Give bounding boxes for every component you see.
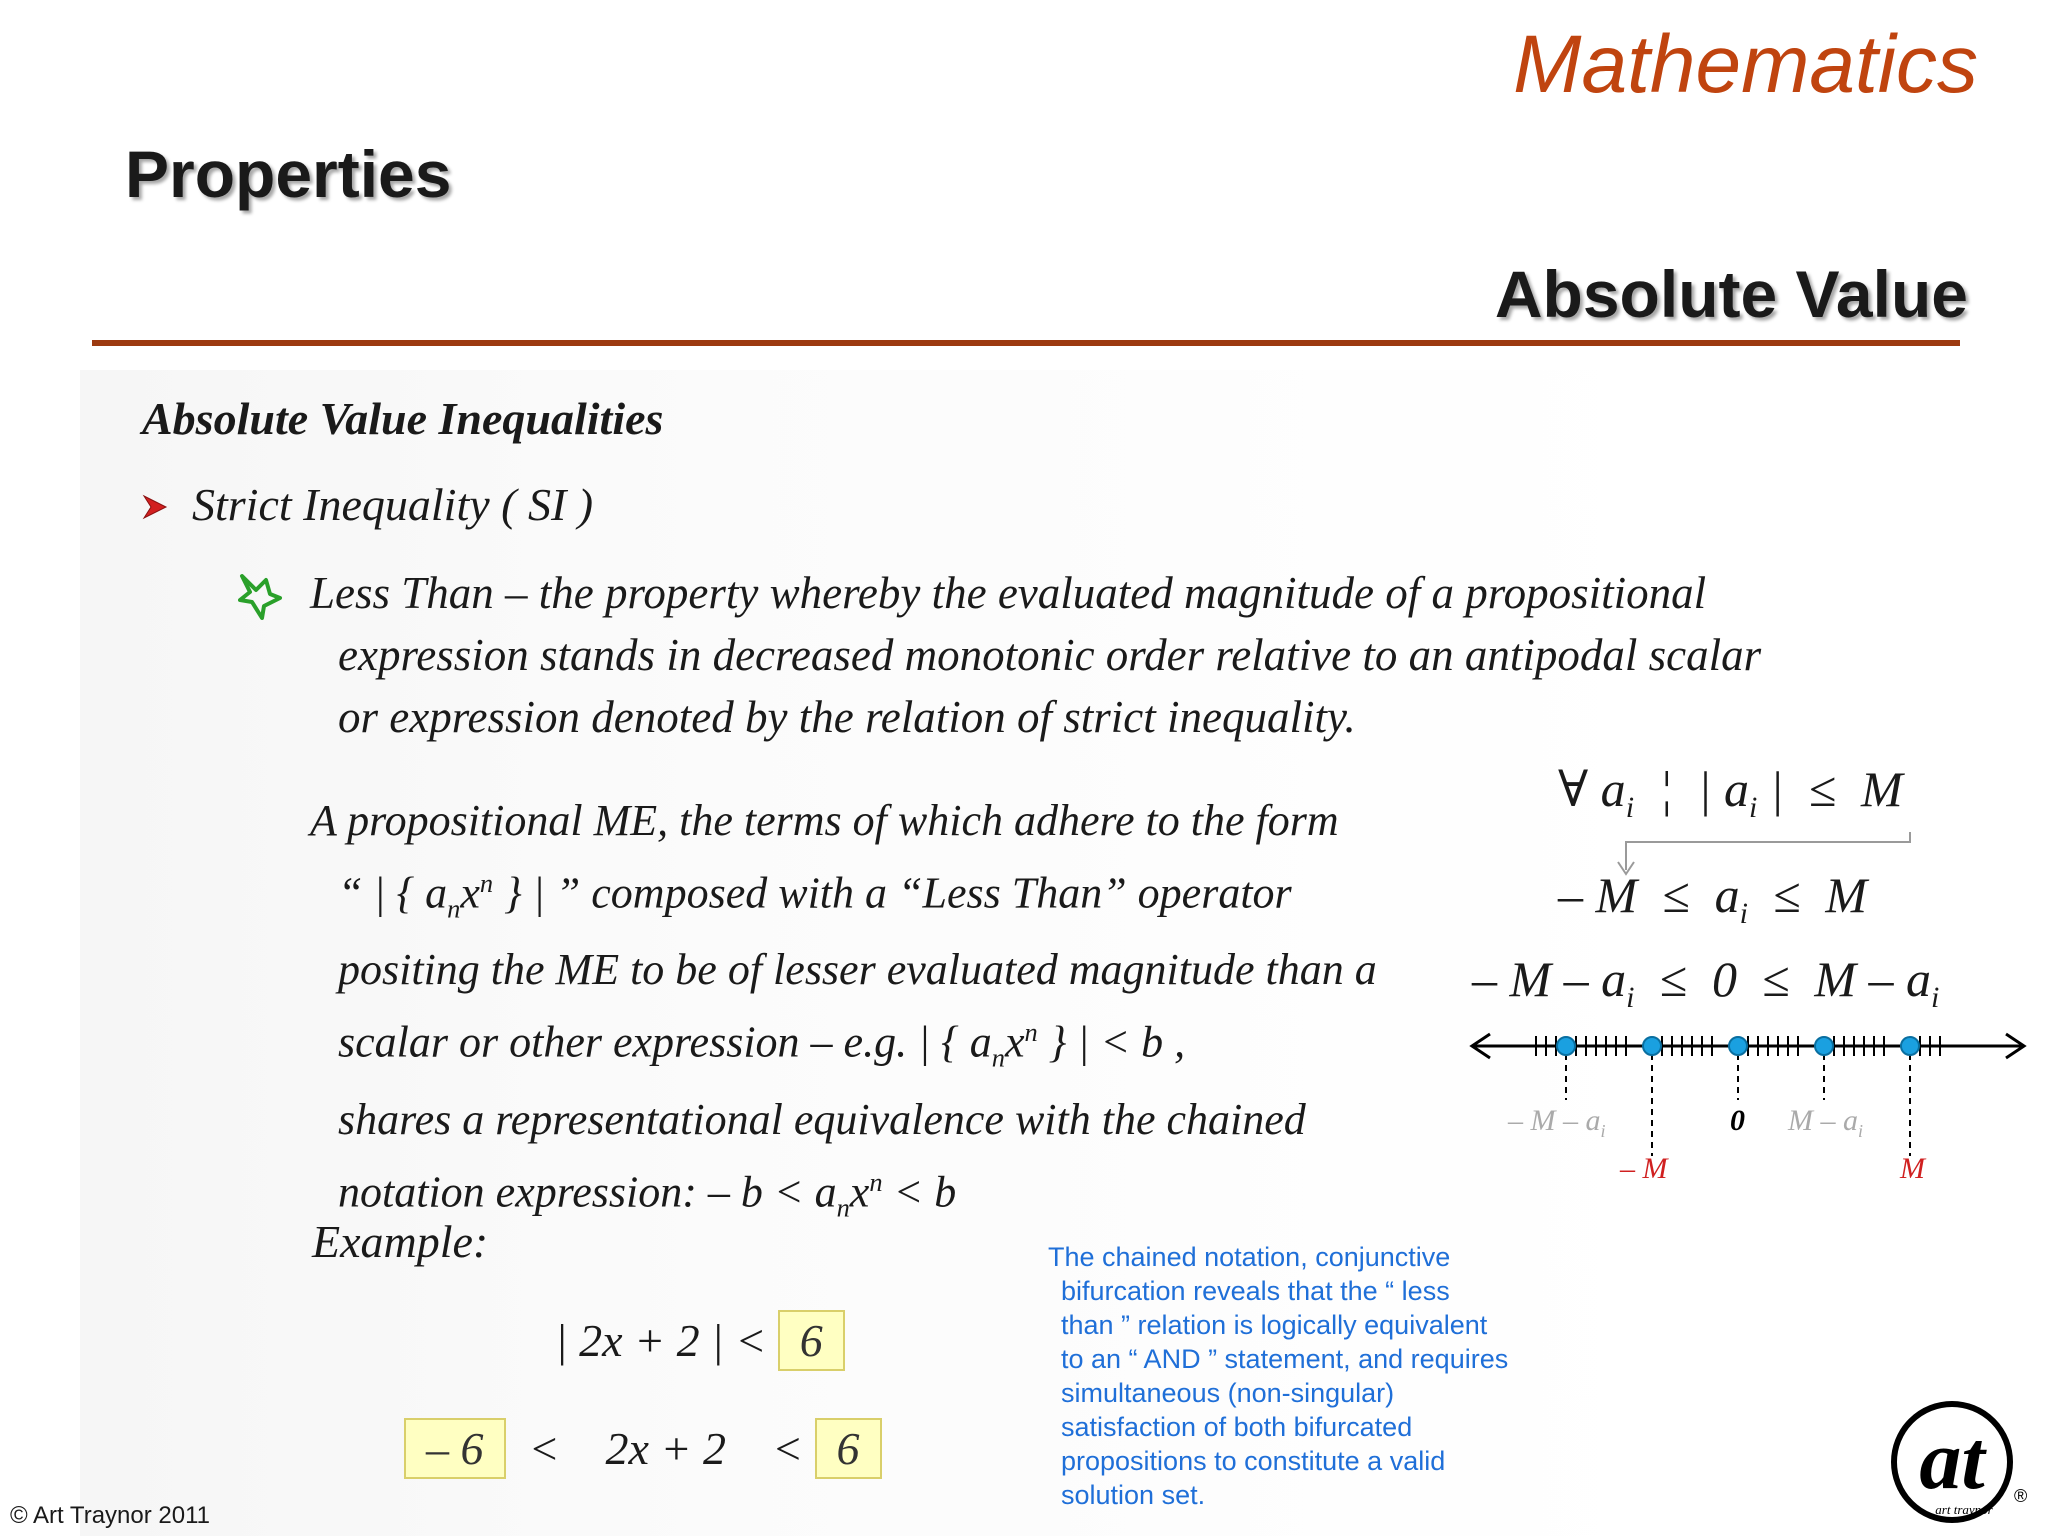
label-m-minus-a: M – $a_i$	[1788, 1104, 1864, 1141]
highlight-box: – 6	[404, 1418, 506, 1479]
label-neg-m: – M	[1620, 1152, 1668, 1185]
header-divider	[92, 340, 1960, 346]
para-line-3: positing the ME to be of lesser evaluated magnitude than a	[338, 945, 1377, 995]
math-shifted-inequality: – $M - a_i \le 0 \le M - a_i$	[1472, 951, 1940, 1014]
example-equation-1: | 2x + 2 | < 6	[555, 1310, 845, 1371]
math-forall-statement: ∀ $a_i$ ¦ | $a_i$ | ≤ M	[1558, 761, 1903, 824]
note-line: propositions to constitute a valid	[1061, 1446, 1446, 1476]
number-line-point-zero	[1729, 1037, 1747, 1055]
label-m: M	[1900, 1152, 1925, 1185]
definition-line-1: Less Than – the property whereby the evaluated magnitude of a propositional	[310, 568, 1707, 618]
note-line: satisfaction of both bifurcated	[1061, 1412, 1413, 1442]
note-line: to an “ AND ” statement, and requires	[1061, 1344, 1509, 1374]
page-title: Properties	[125, 137, 452, 211]
note-line: simultaneous (non-singular)	[1061, 1378, 1395, 1408]
example-label: Example:	[312, 1216, 489, 1267]
copyright-text: © Art Traynor 2011	[10, 1502, 211, 1529]
propositional-paragraph	[310, 790, 1377, 1238]
highlight-box: 6	[778, 1310, 845, 1371]
para-line-5: shares a representational equivalence with the chained	[338, 1094, 1306, 1144]
section-heading: Absolute Value Inequalities	[142, 393, 664, 444]
subject-title: Mathematics	[1513, 19, 1978, 110]
number-line-point-neg-m-minus-a	[1557, 1037, 1575, 1055]
label-neg-m-minus-a: – M – $a_i$	[1508, 1104, 1606, 1141]
note-line: solution set.	[1061, 1480, 1206, 1510]
example-equation-2: – 6 < 2x + 2 < 6	[404, 1418, 882, 1479]
math-bounded-inequality: – $M \le a_i \le M$	[1558, 867, 1868, 930]
number-line-point-m-minus-a	[1815, 1037, 1833, 1055]
svg-text:®: ®	[2014, 1486, 2028, 1506]
definition-line-3: or expression denoted by the relation of strict inequality.	[338, 692, 1356, 742]
green-arrow-bullet-icon	[236, 572, 284, 620]
note-line: The chained notation, conjunctive	[1048, 1242, 1451, 1272]
definition-text	[310, 562, 1762, 748]
para-line-2: “ | { $a_nx^n$ } | ” composed with a “Less Than” operator	[338, 868, 1292, 924]
highlight-box: 6	[815, 1418, 882, 1479]
svg-text:art traynor: art traynor	[1935, 1502, 1993, 1517]
explanation-note	[1048, 1240, 1568, 1512]
note-line: than ” relation is logically equivalent	[1061, 1310, 1488, 1340]
para-line-4: scalar or other expression – e.g. | { $a_nx^n$ } | < b ,	[338, 1017, 1186, 1073]
arrowhead-bullet-icon	[142, 494, 168, 520]
number-line-point-m	[1901, 1037, 1919, 1055]
bullet-strict-inequality: Strict Inequality ( SI )	[192, 479, 594, 530]
svg-text:at: at	[1919, 1414, 1985, 1507]
note-line: bifurcation reveals that the “ less	[1061, 1276, 1450, 1306]
number-line-point-neg-m	[1643, 1037, 1661, 1055]
para-line-1: A propositional ME, the terms of which adhere to the form	[310, 796, 1339, 845]
label-zero: 0	[1730, 1104, 1745, 1137]
para-line-6: notation expression: – $b < a_nx^n < b$	[338, 1166, 957, 1223]
topic-title: Absolute Value	[1494, 257, 1968, 331]
art-traynor-logo	[1880, 1390, 2030, 1530]
definition-line-2: expression stands in decreased monotonic order relative to an antipodal scalar	[338, 630, 1762, 680]
